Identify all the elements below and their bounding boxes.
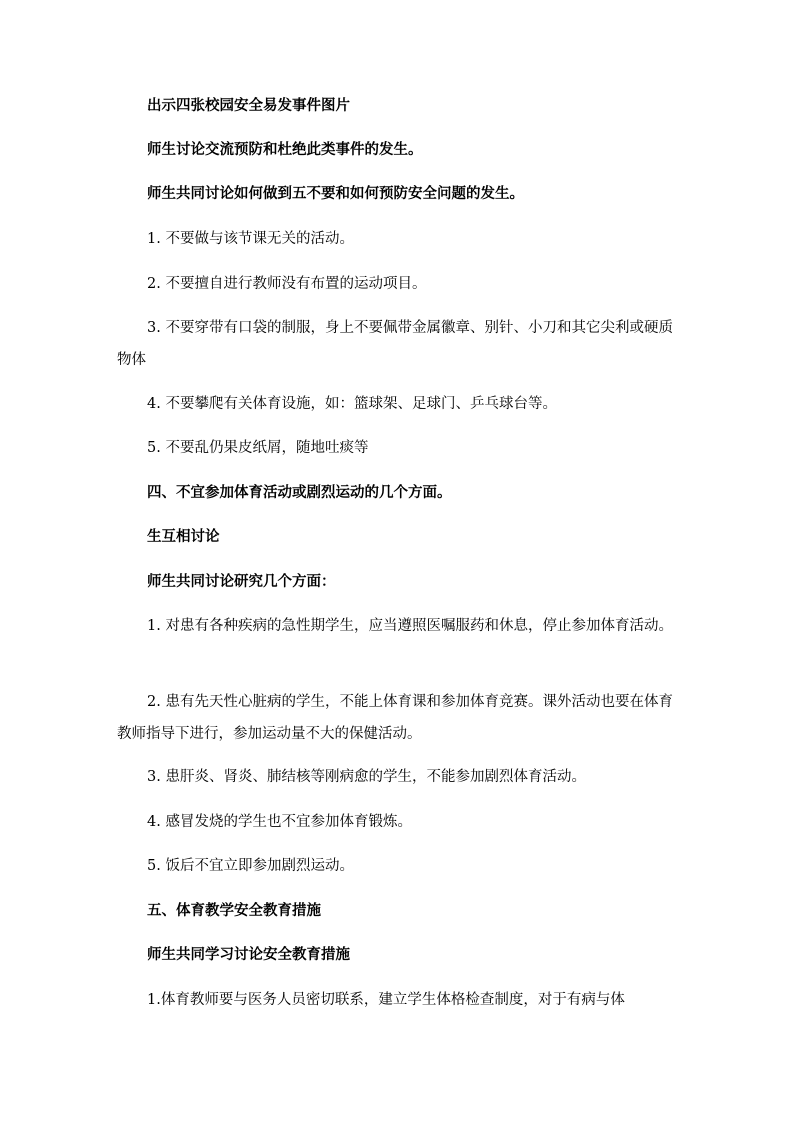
paragraph-19: 1.体育教师要与医务人员密切联系，建立学生体格检查制度，对于有病与体 bbox=[147, 992, 625, 1008]
paragraph-8: 5. 不要乱仍果皮纸屑，随地吐痰等 bbox=[147, 440, 369, 456]
paragraph-10: 生互相讨论 bbox=[147, 528, 220, 545]
paragraph-18: 师生共同学习讨论安全教育措施 bbox=[147, 946, 350, 963]
paragraph-15: 4. 感冒发烧的学生也不宜参加体育锻炼。 bbox=[147, 814, 412, 830]
paragraph-3: 师生共同讨论如何做到五不要和如何预防安全问题的发生。 bbox=[147, 185, 524, 202]
paragraph-16: 5. 饭后不宜立即参加剧烈运动。 bbox=[147, 858, 354, 874]
paragraph-11: 师生共同讨论研究几个方面： bbox=[147, 573, 336, 590]
paragraph-7: 4. 不要攀爬有关体育设施，如：篮球架、足球门、乒乓球台等。 bbox=[147, 396, 557, 412]
paragraph-12: 1. 对患有各种疾病的急性期学生，应当遵照医嘱服药和休息，停止参加体育活动。 bbox=[147, 618, 673, 634]
paragraph-4: 1. 不要做与该节课无关的活动。 bbox=[147, 231, 354, 247]
paragraph-13: 2. 患有先天性心脏病的学生，不能上体育课和参加体育竞赛。课外活动也要在体育教师指导下进行，参加运动量不大的保健活动。 bbox=[117, 694, 673, 742]
paragraph-5: 2. 不要擅自进行教师没有布置的运动项目。 bbox=[147, 276, 427, 292]
paragraph-9: 四、不宜参加体育活动或剧烈运动的几个方面。 bbox=[147, 484, 452, 501]
paragraph-17: 五、体育教学安全教育措施 bbox=[147, 902, 321, 919]
paragraph-14: 3. 患肝炎、肾炎、肺结核等刚病愈的学生，不能参加剧烈体育活动。 bbox=[147, 769, 586, 785]
paragraph-1: 出示四张校园安全易发事件图片 bbox=[147, 97, 350, 114]
paragraph-2: 师生讨论交流预防和杜绝此类事件的发生。 bbox=[147, 141, 423, 158]
paragraph-6: 3. 不要穿带有口袋的制服，身上不要佩带金属徽章、别针、小刀和其它尖利或硬质物体 bbox=[117, 320, 673, 368]
